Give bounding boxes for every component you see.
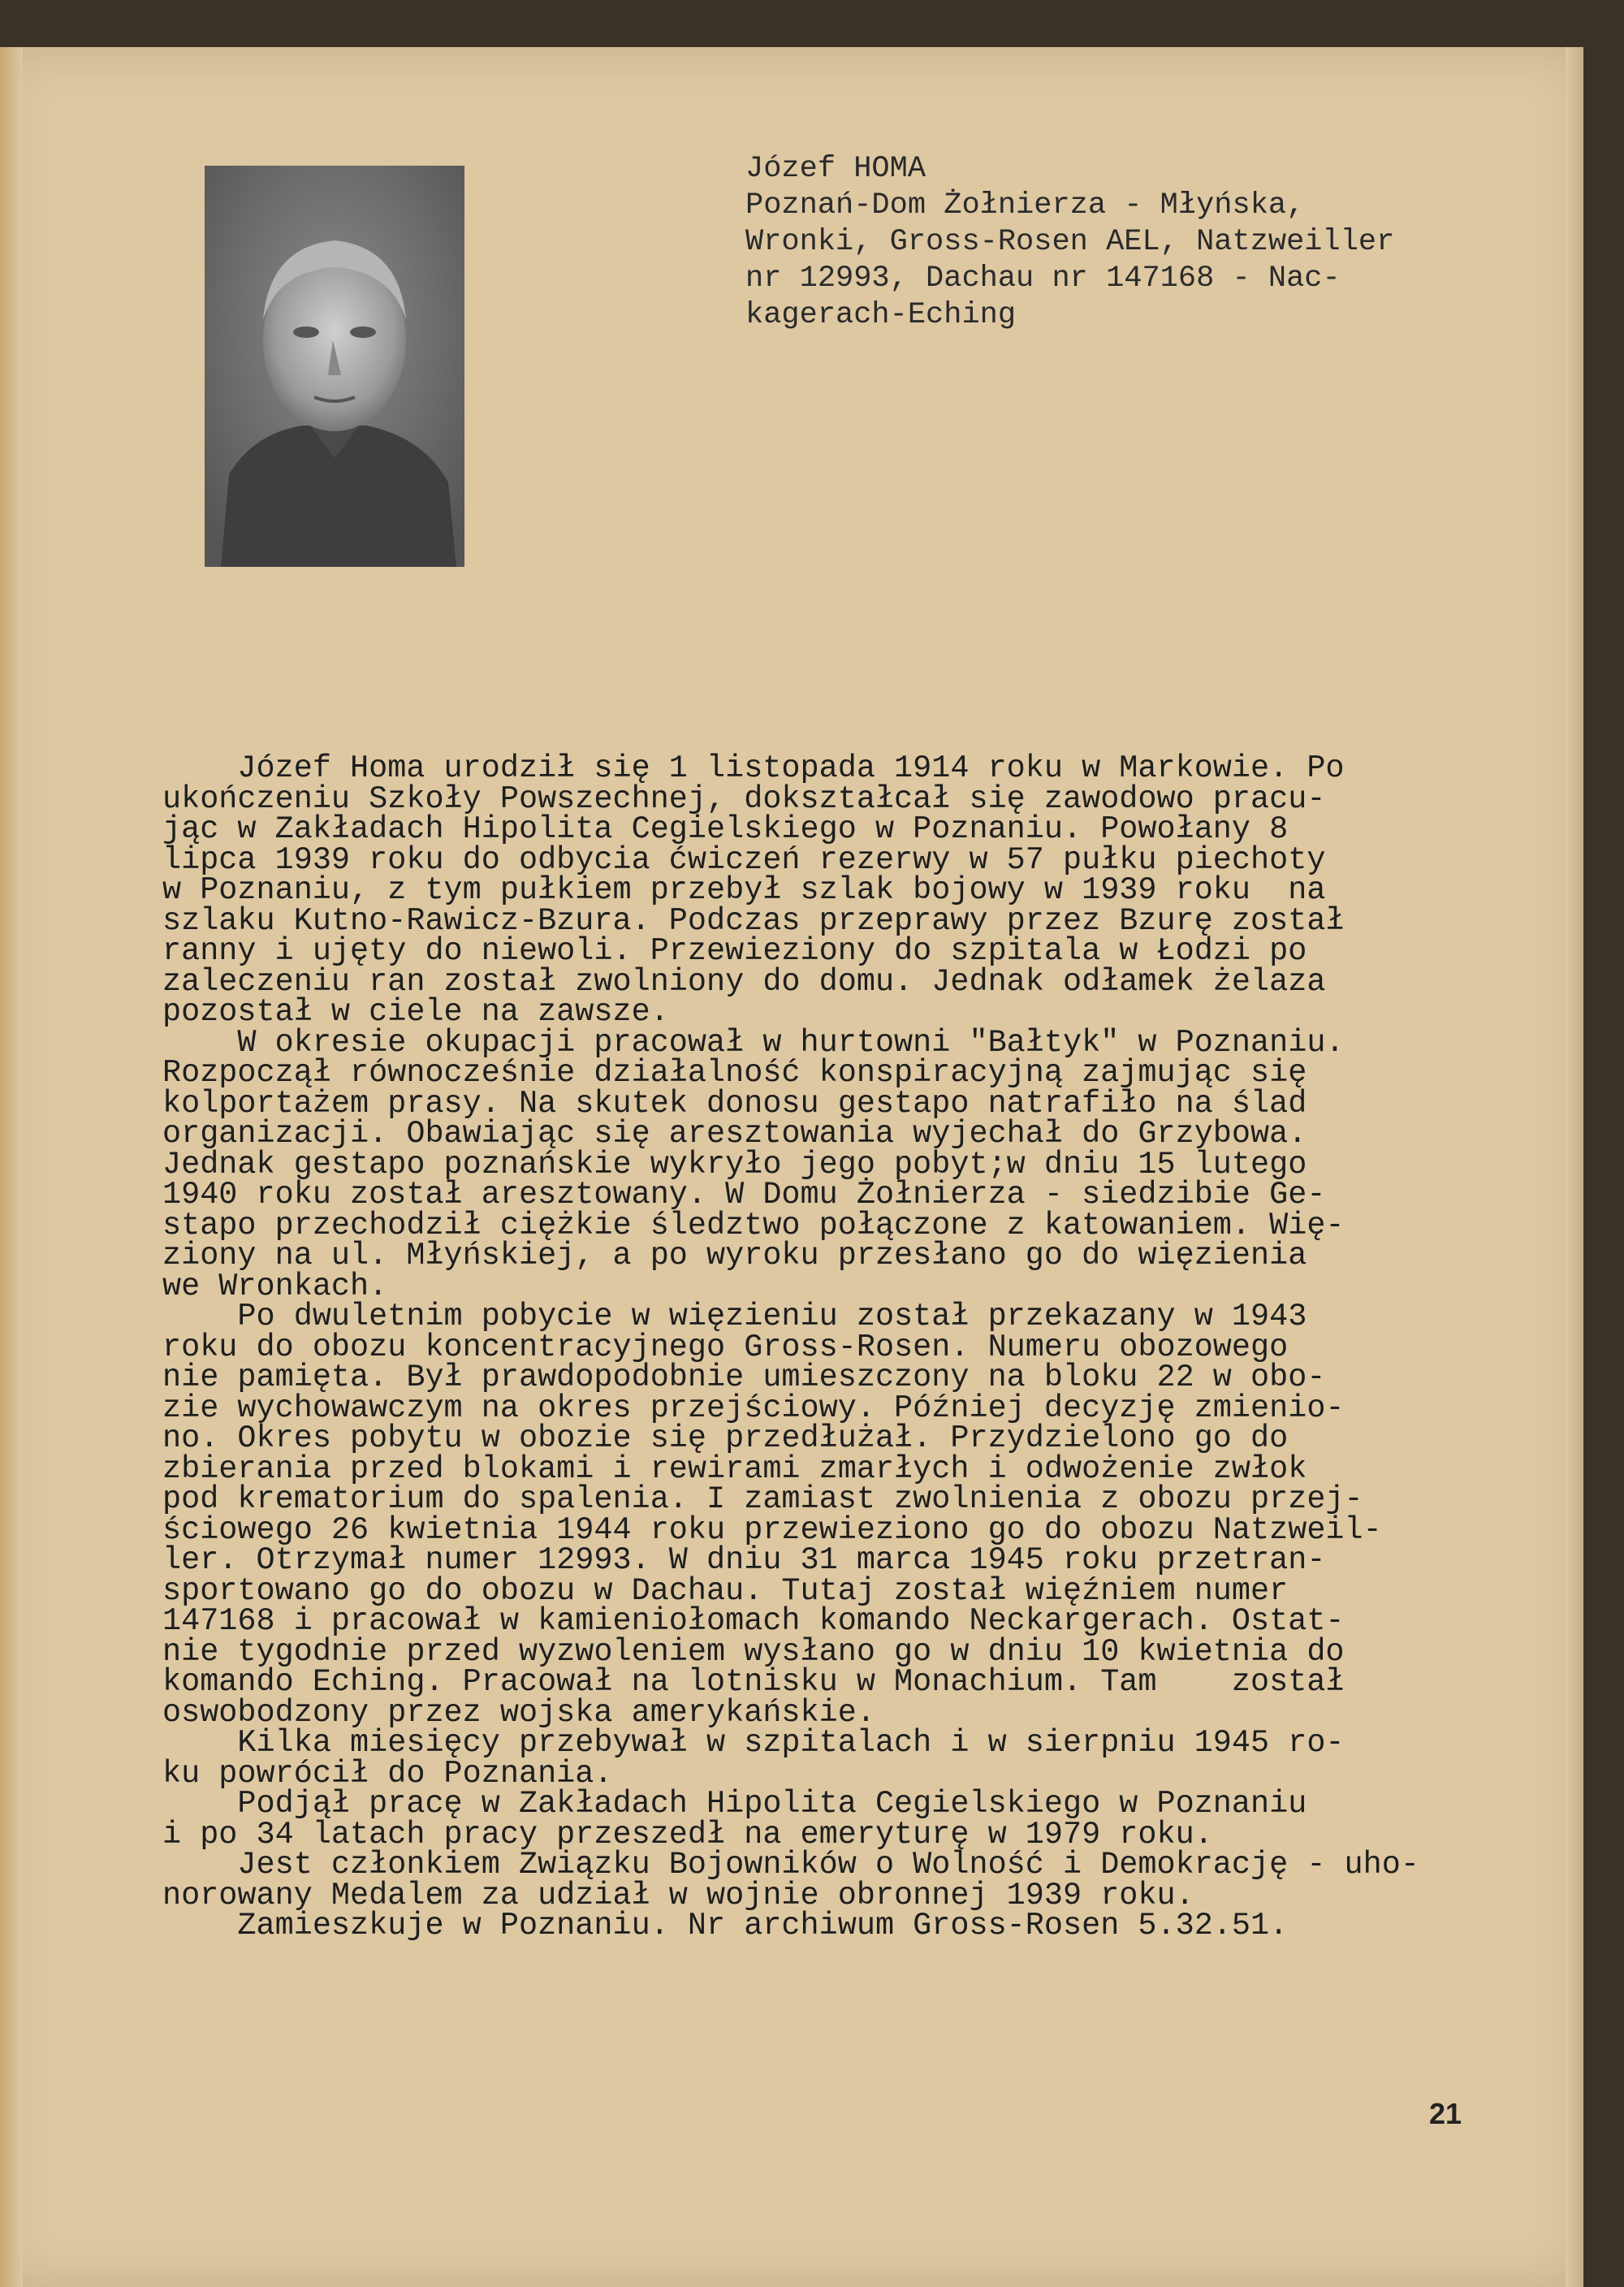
- text-line: Rozpoczął równocześnie działalność konspiracyjną zajmując się: [162, 1055, 1307, 1091]
- text-line: komando Eching. Pracował na lotnisku w Monachium. Tam został: [162, 1664, 1345, 1700]
- header-line: Poznań-Dom Żołnierza - Młyńska,: [745, 188, 1305, 223]
- text-line: norowany Medalem za udział w wojnie obronnej 1939 roku.: [162, 1877, 1194, 1913]
- text-line: Jednak gestapo poznańskie wykryło jego pobyt;w dniu 15 lutego: [162, 1146, 1307, 1182]
- text-line: stapo przechodził ciężkie śledztwo połączone z katowaniem. Wię-: [162, 1207, 1345, 1243]
- text-line: i po 34 latach pracy przeszedł na emeryturę w 1979 roku.: [162, 1816, 1213, 1853]
- person-name: Józef HOMA: [745, 152, 926, 186]
- text-line: Po dwuletnim pobycie w więzieniu został przekazany w 1943: [162, 1299, 1307, 1334]
- page-outer-edge: [1566, 47, 1583, 2287]
- document-page: [0, 47, 1583, 2287]
- text-line: lipca 1939 roku do odbycia ćwiczeń rezerwy w 57 pułku piechoty: [162, 841, 1326, 878]
- text-line: ściowego 26 kwietnia 1944 roku przewieziono go do obozu Natzweil-: [162, 1511, 1382, 1548]
- page-number: 21: [1429, 2097, 1462, 2130]
- header-line: kagerach-Eching: [745, 298, 1017, 332]
- text-line: jąc w Zakładach Hipolita Cegielskiego w Poznaniu. Powołany 8: [162, 811, 1289, 847]
- biography-header: [745, 151, 1476, 334]
- text-line: organizacji. Obawiając się aresztowania wyjechał do Grzybowa.: [162, 1116, 1307, 1152]
- text-line: zbierania przed blokami i rewirami zmarłych i odwożenie zwłok: [162, 1450, 1307, 1487]
- text-line: 1940 roku został aresztowany. W Domu Żołnierza - siedzibie Ge-: [162, 1177, 1326, 1213]
- header-line: Wronki, Gross-Rosen AEL, Natzweiller: [745, 225, 1395, 259]
- text-line: we Wronkach.: [162, 1268, 388, 1304]
- text-line: ranny i ujęty do niewoli. Przewieziony do szpitala w Łodzi po: [162, 933, 1307, 969]
- text-line: kolportażem prasy. Na skutek donosu gestapo natrafiło na ślad: [162, 1085, 1307, 1122]
- text-line: pod krematorium do spalenia. I zamiast zwolnienia z obozu przej-: [162, 1481, 1363, 1517]
- text-line: ku powrócił do Poznania.: [162, 1755, 613, 1792]
- text-line: zaleczeniu ran został zwolniony do domu. Jednak odłamek żelaza: [162, 963, 1326, 1000]
- text-line: ukończeniu Szkoły Powszechnej, dokształcał się zawodowo pracu-: [162, 780, 1326, 817]
- text-line: oswobodzony przez wojska amerykańskie.: [162, 1694, 875, 1731]
- text-line: Jest członkiem Związku Bojowników o Wolność i Demokrację - uho-: [162, 1847, 1419, 1883]
- text-line: sportowano go do obozu w Dachau. Tutaj został więźniem numer: [162, 1572, 1289, 1609]
- text-line: Zamieszkuje w Poznaniu. Nr archiwum Gross-Rosen 5.32.51.: [162, 1908, 1289, 1943]
- text-line: 147168 i pracował w kamieniołomach komando Neckargerach. Ostat-: [162, 1603, 1345, 1639]
- text-line: ziony na ul. Młyńskiej, a po wyroku przesłano go do więzienia: [162, 1238, 1307, 1273]
- text-line: Józef Homa urodził się 1 listopada 1914 roku w Markowie. Po: [162, 750, 1345, 786]
- text-line: nie tygodnie przed wyzwoleniem wysłano go w dniu 10 kwietnia do: [162, 1633, 1345, 1670]
- text-line: Podjął pracę w Zakładach Hipolita Cegielskiego w Poznaniu: [162, 1786, 1307, 1822]
- text-line: pozostał w ciele na zawsze.: [162, 994, 669, 1030]
- text-line: roku do obozu koncentracyjnego Gross-Rosen. Numeru obozowego: [162, 1329, 1289, 1365]
- text-line: szlaku Kutno-Rawicz-Bzura. Podczas przeprawy przez Bzurę został: [162, 902, 1345, 939]
- portrait-photo: [205, 166, 464, 567]
- biography-text: [162, 750, 1494, 1943]
- text-line: W okresie okupacji pracował w hurtowni "Bałtyk" w Poznaniu.: [162, 1024, 1345, 1061]
- text-line: ler. Otrzymał numer 12993. W dniu 31 marca 1945 roku przetran-: [162, 1542, 1326, 1578]
- text-line: no. Okres pobytu w obozie się przedłużał. Przydzielono go do: [162, 1420, 1289, 1456]
- text-line: Kilka miesięcy przebywał w szpitalach i w sierpniu 1945 ro-: [162, 1725, 1345, 1761]
- text-line: nie pamięta. Był prawdopodobnie umieszczony na bloku 22 w obo-: [162, 1360, 1326, 1395]
- portrait-image: [205, 166, 464, 567]
- text-line: zie wychowawczym na okres przejściowy. Później decyzję zmienio-: [162, 1390, 1345, 1426]
- header-line: nr 12993, Dachau nr 147168 - Nac-: [745, 262, 1341, 296]
- page-binding-edge: [0, 47, 23, 2287]
- text-line: w Poznaniu, z tym pułkiem przebył szlak bojowy w 1939 roku na: [162, 872, 1326, 908]
